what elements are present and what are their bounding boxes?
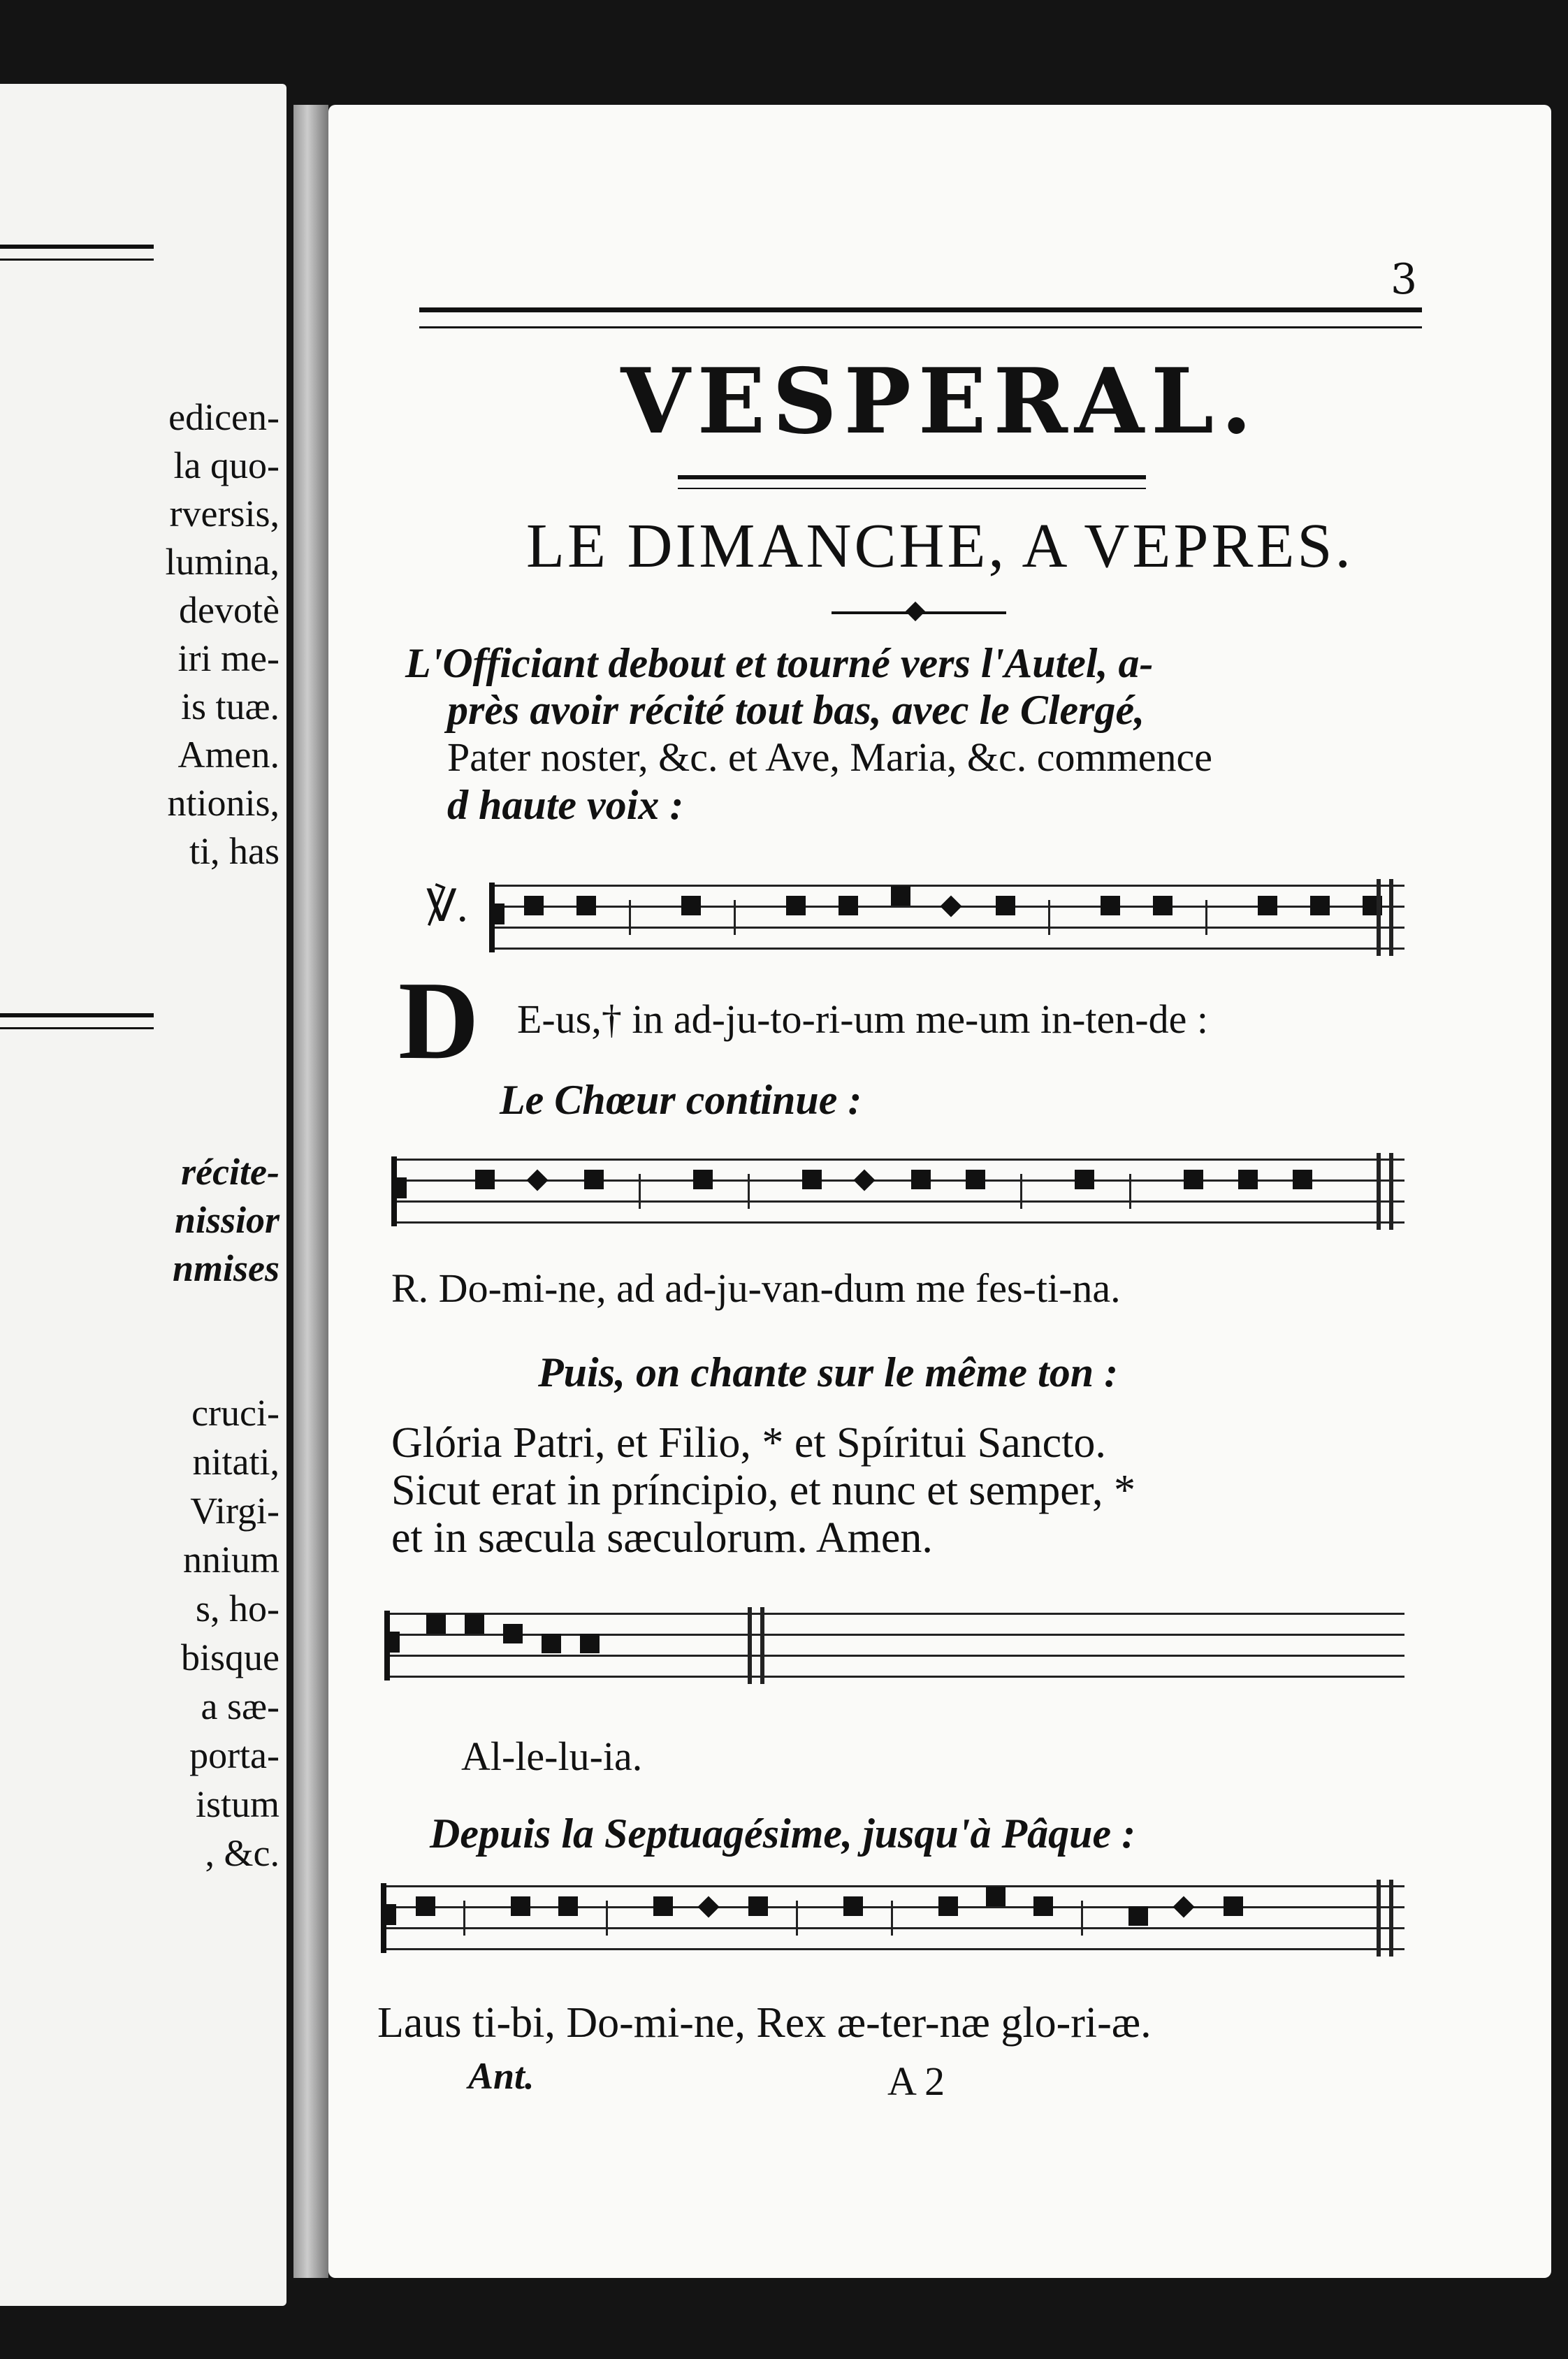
left-page-line: s, ho- — [196, 1588, 280, 1629]
staff-line — [391, 1200, 1404, 1203]
square-note-icon — [524, 896, 544, 915]
square-note-icon — [786, 896, 806, 915]
square-note-icon — [576, 896, 596, 915]
staff-line — [384, 1613, 1404, 1615]
gloria-line-2: Sicut erat in príncipio, et nunc et semper, * — [391, 1467, 1135, 1514]
left-page-line: nitati, — [192, 1441, 280, 1483]
left-page-line: bisque — [181, 1636, 280, 1678]
square-note-icon — [748, 1896, 768, 1916]
bar-line — [1389, 1880, 1393, 1957]
left-page-line: ntionis, — [167, 782, 280, 824]
left-page-line: iri me- — [177, 637, 280, 679]
square-note-icon — [558, 1896, 578, 1916]
title-rule — [678, 475, 1146, 489]
staff-line — [384, 1655, 1404, 1657]
diamond-note-icon — [1173, 1896, 1194, 1917]
square-note-icon — [681, 896, 701, 915]
chant-staff-alleluia — [384, 1607, 1404, 1684]
square-note-icon — [465, 1614, 484, 1634]
chant-staff-response — [391, 1153, 1404, 1230]
staff-line — [384, 1634, 1404, 1636]
staff-line — [384, 1676, 1404, 1678]
square-note-icon — [426, 1614, 446, 1634]
alleluia-text: Al-le-lu-ia. — [461, 1734, 643, 1779]
square-note-icon — [1075, 1170, 1094, 1189]
page-number: 3 — [1391, 255, 1418, 304]
bar-line — [1377, 1153, 1381, 1230]
left-mid-rule — [0, 1013, 154, 1029]
chant-staff-versicle — [489, 879, 1404, 956]
clef-icon — [489, 883, 504, 952]
left-page-line: rversis, — [169, 493, 280, 535]
versicle-symbol: ℣. — [426, 881, 468, 931]
right-page — [328, 105, 1551, 2278]
square-note-icon — [584, 1170, 604, 1189]
left-page-line: edicen- — [168, 396, 280, 438]
rubric-septuagesima: Depuis la Septuagésime, jusqu'à Pâque : — [430, 1810, 1136, 1857]
square-note-icon — [1293, 1170, 1312, 1189]
left-page-line: récite- — [181, 1151, 280, 1193]
diamond-note-icon — [853, 1169, 875, 1191]
drop-initial: D — [398, 958, 479, 1082]
bar-line — [748, 1607, 752, 1684]
left-page-line: porta- — [189, 1734, 280, 1776]
staff-line — [489, 885, 1404, 887]
left-page-line: ti, has — [189, 830, 280, 872]
bar-line — [1389, 879, 1393, 956]
square-note-icon — [1238, 1170, 1258, 1189]
left-page-line: lumina, — [165, 541, 280, 583]
square-note-icon — [802, 1170, 822, 1189]
left-page-line: is tuæ. — [180, 685, 280, 727]
square-note-icon — [1033, 1896, 1053, 1916]
page-subtitle: LE DIMANCHE, A VEPRES. — [526, 511, 1353, 581]
left-page-line: a sæ- — [201, 1685, 280, 1727]
division-mark — [1081, 1901, 1083, 1936]
square-note-icon — [891, 886, 910, 906]
division-mark — [629, 900, 631, 935]
top-rule — [419, 307, 1422, 328]
book-gutter — [293, 105, 328, 2278]
square-note-icon — [475, 1170, 495, 1189]
diamond-note-icon — [697, 1896, 719, 1917]
rubric-puis: Puis, on chante sur le même ton : — [538, 1349, 1119, 1395]
square-note-icon — [542, 1634, 561, 1653]
division-mark — [1048, 900, 1050, 935]
intro-line-4: d haute voix : — [447, 782, 684, 828]
division-mark — [1129, 1174, 1131, 1209]
gloria-line-1: Glória Patri, et Filio, * et Spíritui Sancto. — [391, 1419, 1106, 1467]
division-mark — [796, 1901, 798, 1936]
square-note-icon — [1310, 896, 1330, 915]
square-note-icon — [843, 1896, 863, 1916]
left-page-line: , &c. — [205, 1832, 280, 1874]
square-note-icon — [1184, 1170, 1203, 1189]
rubric-choir: Le Chœur continue : — [500, 1077, 862, 1123]
square-note-icon — [1128, 1906, 1148, 1926]
square-note-icon — [986, 1887, 1006, 1906]
left-page-line: devotè — [179, 589, 280, 631]
bar-line — [1377, 1880, 1381, 1957]
square-note-icon — [911, 1170, 931, 1189]
square-note-icon — [416, 1896, 435, 1916]
staff-line — [381, 1885, 1404, 1887]
square-note-icon — [1258, 896, 1277, 915]
staff-line — [381, 1948, 1404, 1950]
square-note-icon — [938, 1896, 958, 1916]
signature-mark: A 2 — [887, 2059, 945, 2104]
staff-line — [391, 1159, 1404, 1161]
square-note-icon — [1101, 896, 1120, 915]
gloria-line-3: et in sæcula sæculorum. Amen. — [391, 1514, 933, 1562]
square-note-icon — [1153, 896, 1173, 915]
square-note-icon — [1224, 1896, 1243, 1916]
left-page-line: cruci- — [191, 1392, 280, 1434]
laus-text: Laus ti-bi, Do-mi-ne, Rex æ-ter-næ glo-ri-æ. — [377, 1999, 1152, 2047]
division-mark — [639, 1174, 641, 1209]
staff-line — [489, 948, 1404, 950]
square-note-icon — [693, 1170, 713, 1189]
square-note-icon — [839, 896, 858, 915]
clef-icon — [384, 1611, 400, 1681]
left-page — [0, 84, 286, 2306]
division-mark — [1020, 1174, 1022, 1209]
clef-icon — [391, 1156, 407, 1226]
ornament-rule — [832, 611, 1006, 614]
versicle-text: E-us,† in ad-ju-to-ri-um me-um in-ten-de : — [517, 996, 1208, 1042]
square-note-icon — [511, 1896, 530, 1916]
division-mark — [1205, 900, 1207, 935]
intro-line-1: L'Officiant debout et tourné vers l'Autel, a- — [405, 640, 1154, 686]
page-title: VESPERAL. — [620, 349, 1259, 454]
diamond-note-icon — [940, 895, 961, 917]
chant-staff-laus — [381, 1880, 1404, 1957]
bar-line — [760, 1607, 764, 1684]
staff-line — [489, 927, 1404, 929]
bar-line — [1389, 1153, 1393, 1230]
division-mark — [463, 1901, 465, 1936]
diamond-note-icon — [526, 1169, 548, 1191]
square-note-icon — [653, 1896, 673, 1916]
square-note-icon — [966, 1170, 985, 1189]
division-mark — [748, 1174, 750, 1209]
division-mark — [734, 900, 736, 935]
bar-line — [1377, 879, 1381, 956]
square-note-icon — [580, 1634, 600, 1653]
left-page-line: la quo- — [173, 444, 280, 486]
left-page-line: nmises — [172, 1247, 280, 1289]
left-page-line: istum — [195, 1783, 280, 1825]
division-mark — [606, 1901, 608, 1936]
staff-line — [391, 1221, 1404, 1224]
left-page-line: nnium — [182, 1539, 280, 1581]
clef-icon — [381, 1883, 396, 1953]
intro-line-3: Pater noster, &c. et Ave, Maria, &c. commence — [447, 734, 1212, 780]
left-top-rule — [0, 245, 154, 261]
division-mark — [891, 1901, 893, 1936]
response-text: R. Do-mi-ne, ad ad-ju-van-dum me fes-ti-na. — [391, 1265, 1121, 1311]
antiphon-label: Ant. — [468, 2055, 535, 2097]
intro-line-2: près avoir récité tout bas, avec le Clergé, — [447, 687, 1145, 733]
square-note-icon — [996, 896, 1015, 915]
square-note-icon — [503, 1624, 523, 1643]
left-page-line: nissior — [174, 1199, 280, 1241]
left-page-line: Virgi- — [190, 1490, 280, 1532]
left-page-line: Amen. — [177, 734, 280, 776]
